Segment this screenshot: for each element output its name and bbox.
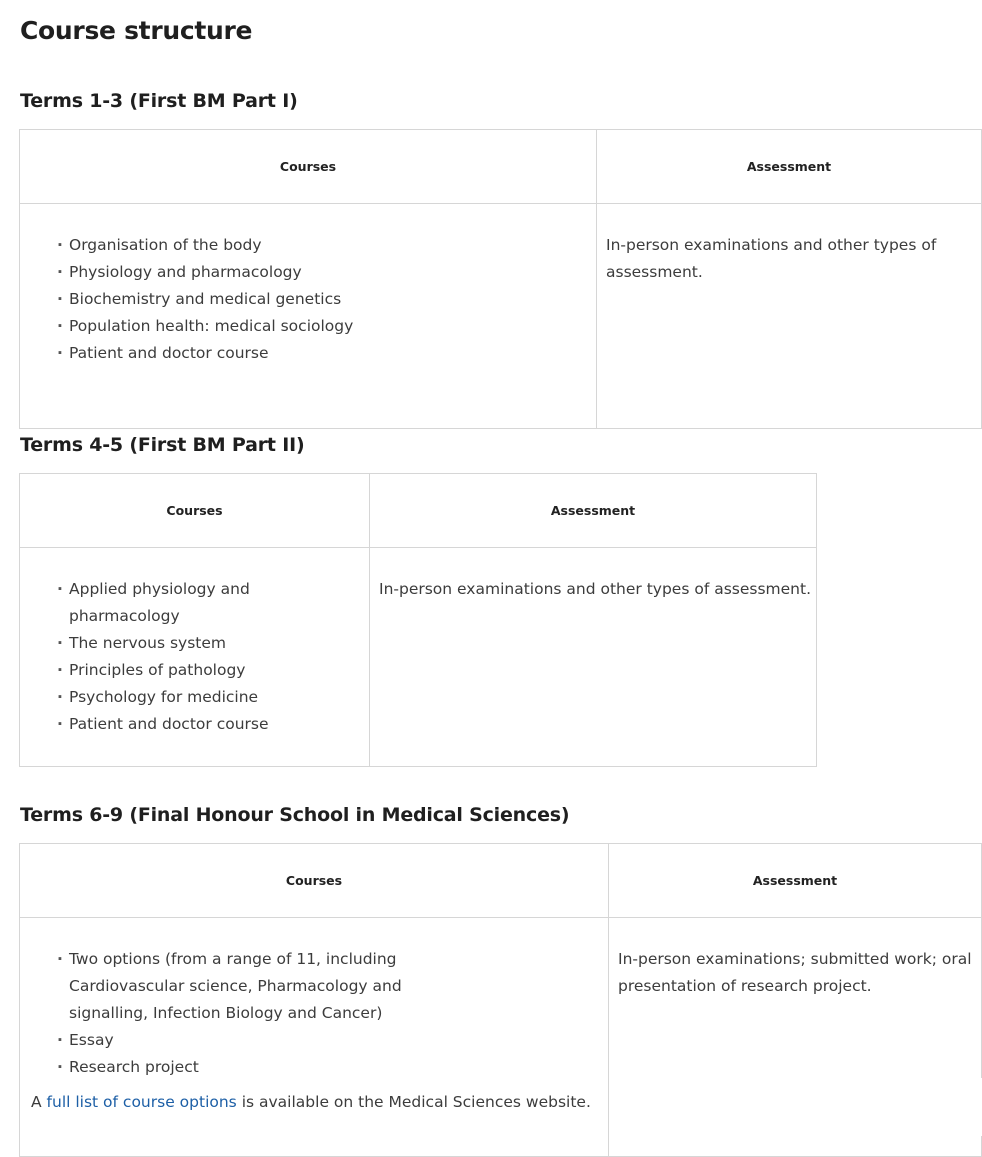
list-item: · Patient and doctor course [57,711,329,738]
list-item: · Organisation of the body [57,232,588,259]
course-options-link[interactable]: full list of course options [46,1093,237,1111]
assessment-column-header: Assessment [370,474,817,548]
note-suffix: is available on the Medical Sciences website. [241,1093,591,1111]
courses-column-header: Courses [20,474,370,548]
course-table-terms-4-5 [19,473,817,767]
assessment-cell [609,918,982,1157]
list-item: · Essay [57,1027,473,1054]
list-item: · Applied physiology and pharmacology [57,576,329,630]
assessment-column-header: Assessment [597,130,982,204]
list-item: · The nervous system [57,630,329,657]
course-options-note [31,1089,591,1116]
list-item: · Biochemistry and medical genetics [57,286,588,313]
list-item: · Psychology for medicine [57,684,329,711]
note-prefix: A [31,1093,42,1111]
course-list [57,576,329,738]
courses-cell [20,204,597,429]
assessment-column-header: Assessment [609,844,982,918]
course-list [57,946,473,1081]
course-table-terms-1-3 [19,129,982,429]
page-title: Course structure [20,16,253,45]
list-item: · Two options (from a range of 11, including Cardiovascular science, Pharmacology and signalling, Infection Biology and Cancer) [57,946,473,1027]
courses-cell [20,548,370,767]
course-list [57,232,588,367]
section-heading-terms-1-3: Terms 1-3 (First BM Part I) [20,90,298,112]
section-heading-terms-4-5: Terms 4-5 (First BM Part II) [20,434,305,456]
courses-column-header: Courses [20,130,597,204]
assessment-text: In-person examinations and other types of assessment. [606,236,937,281]
assessment-text: In-person examinations and other types of assessment. [379,580,812,598]
list-item: · Patient and doctor course [57,340,588,367]
assessment-cell [597,204,982,429]
courses-column-header: Courses [20,844,609,918]
list-item: · Principles of pathology [57,657,329,684]
list-item: · Physiology and pharmacology [57,259,588,286]
assessment-cell [370,548,817,767]
course-table-terms-6-9 [19,843,982,1157]
screenshot-edge-fade [942,1078,982,1136]
list-item: · Population health: medical sociology [57,313,588,340]
courses-cell [20,918,609,1157]
assessment-text: In-person examinations; submitted work; oral presentation of research project. [618,950,972,995]
section-heading-terms-6-9: Terms 6-9 (Final Honour School in Medical Sciences) [20,804,570,826]
list-item: · Research project [57,1054,473,1081]
